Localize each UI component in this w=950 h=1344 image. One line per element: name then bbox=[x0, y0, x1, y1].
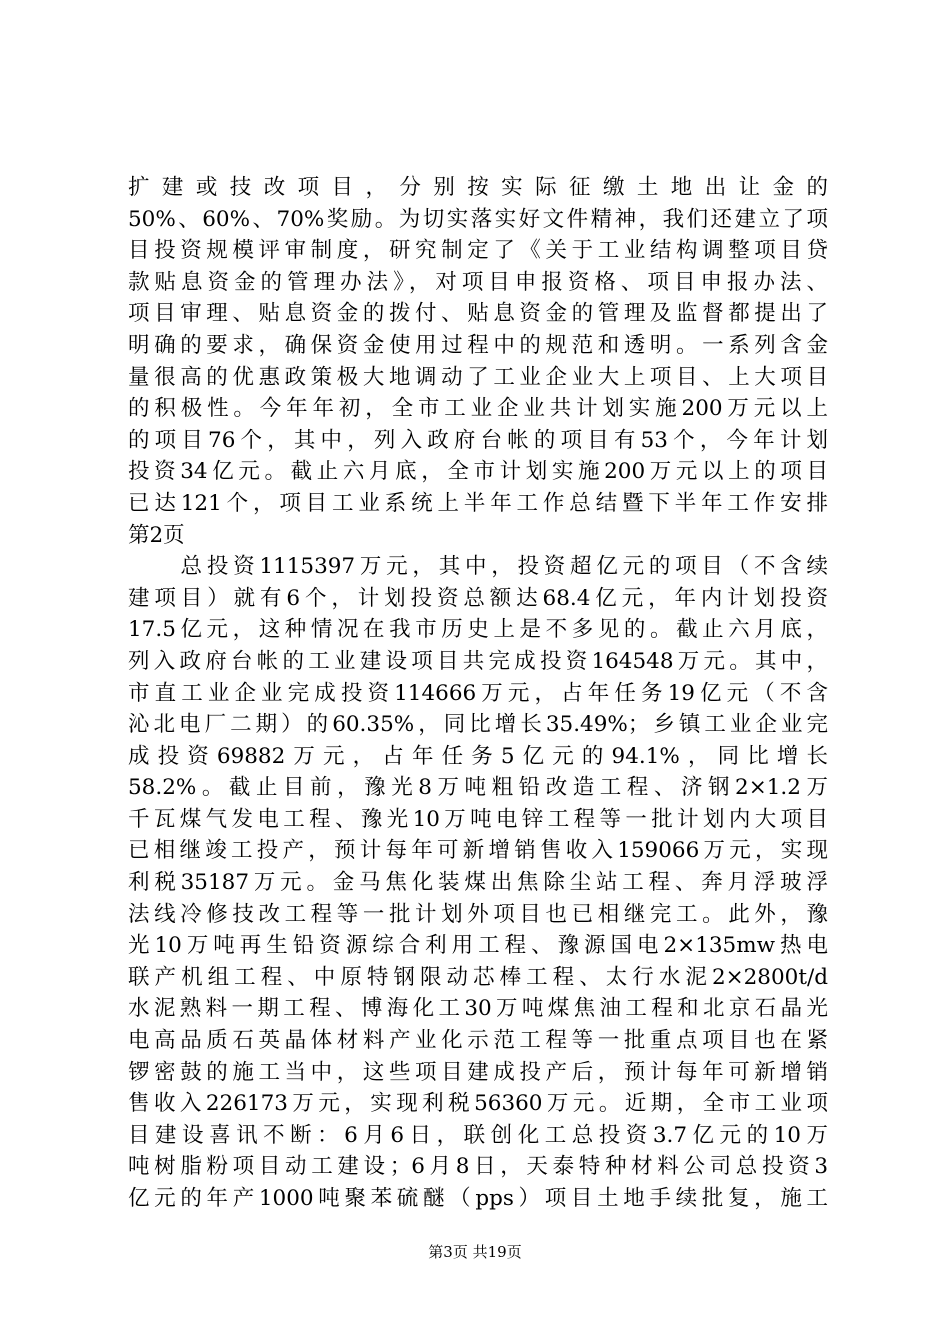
text-line: 亿元的年产1000吨聚苯硫醚（pps）项目土地手续批复，施工 bbox=[128, 1186, 828, 1211]
text-line: 50%、60%、70%奖励。为切实落实好文件精神，我们还建立了项 bbox=[128, 206, 828, 232]
text-line: 已达121个，项目工业系统上半年工作总结暨下半年工作安排 bbox=[128, 490, 828, 516]
text-line: 款贴息资金的管理办法》，对项目申报资格、项目申报办法、 bbox=[128, 269, 828, 295]
text-line: 总投资1115397万元，其中，投资超亿元的项目（不含续 bbox=[128, 554, 828, 580]
text-line: 利税35187万元。金马焦化装煤出焦除尘站工程、奔月浮玻浮 bbox=[128, 870, 828, 896]
text-line: 明确的要求，确保资金使用过程中的规范和透明。一系列含金 bbox=[128, 332, 828, 358]
text-line: 成投资69882万元，占年任务5亿元的94.1%，同比增长 bbox=[128, 743, 828, 769]
text-line: 量很高的优惠政策极大地调动了工业企业大上项目、上大项目 bbox=[128, 364, 828, 390]
text-line: 的项目76个，其中，列入政府台帐的项目有53个，今年计划 bbox=[128, 427, 828, 453]
text-line: 扩建或技改项目，分别按实际征缴土地出让金的 bbox=[128, 175, 828, 200]
text-line: 列入政府台帐的工业建设项目共完成投资164548万元。其中， bbox=[128, 648, 828, 674]
text-line: 投资34亿元。截止六月底，全市计划实施200万元以上的项目 bbox=[128, 459, 828, 485]
text-line: 沁北电厂二期）的60.35%，同比增长35.49%；乡镇工业企业完 bbox=[128, 712, 828, 738]
text-line: 目建设喜讯不断：6月6日，联创化工总投资3.7亿元的10万 bbox=[128, 1122, 828, 1148]
text-line: 市直工业企业完成投资114666万元，占年任务19亿元（不含 bbox=[128, 680, 828, 706]
text-line: 联产机组工程、中原特钢限动芯棒工程、太行水泥2×2800t/d bbox=[128, 964, 828, 990]
text-line: 法线冷修技改工程等一批计划外项目也已相继完工。此外，豫 bbox=[128, 901, 828, 927]
text-line: 锣密鼓的施工当中，这些项目建成投产后，预计每年可新增销 bbox=[128, 1059, 828, 1085]
page-footer: 第3页 共19页 bbox=[428, 1243, 522, 1261]
text-line: 已相继竣工投产，预计每年可新增销售收入159066万元，实现 bbox=[128, 838, 828, 864]
text-line: 目投资规模评审制度，研究制定了《关于工业结构调整项目贷 bbox=[128, 238, 828, 264]
text-line: 第2页 bbox=[128, 522, 185, 548]
text-line: 水泥熟料一期工程、博海化工30万吨煤焦油工程和北京石晶光 bbox=[128, 996, 828, 1022]
text-line: 千瓦煤气发电工程、豫光10万吨电锌工程等一批计划内大项目 bbox=[128, 806, 828, 832]
text-line: 光10万吨再生铅资源综合利用工程、豫源国电2×135mw热电 bbox=[128, 933, 828, 959]
text-line: 售收入226173万元，实现利税56360万元。近期，全市工业项 bbox=[128, 1091, 828, 1117]
text-line: 电高品质石英晶体材料产业化示范工程等一批重点项目也在紧 bbox=[128, 1028, 828, 1054]
text-line: 的积极性。今年年初，全市工业企业共计划实施200万元以上 bbox=[128, 396, 828, 422]
text-line: 吨树脂粉项目动工建设；6月8日，天泰特种材料公司总投资3 bbox=[128, 1154, 828, 1180]
text-line: 建项目）就有6个，计划投资总额达68.4亿元，年内计划投资 bbox=[128, 585, 828, 611]
text-line: 项目审理、贴息资金的拨付、贴息资金的管理及监督都提出了 bbox=[128, 301, 828, 327]
text-line: 58.2%。截止目前，豫光8万吨粗铅改造工程、济钢2×1.2万 bbox=[128, 775, 828, 801]
text-line: 17.5亿元，这种情况在我市历史上是不多见的。截止六月底， bbox=[128, 617, 828, 643]
body-text bbox=[128, 172, 828, 1215]
